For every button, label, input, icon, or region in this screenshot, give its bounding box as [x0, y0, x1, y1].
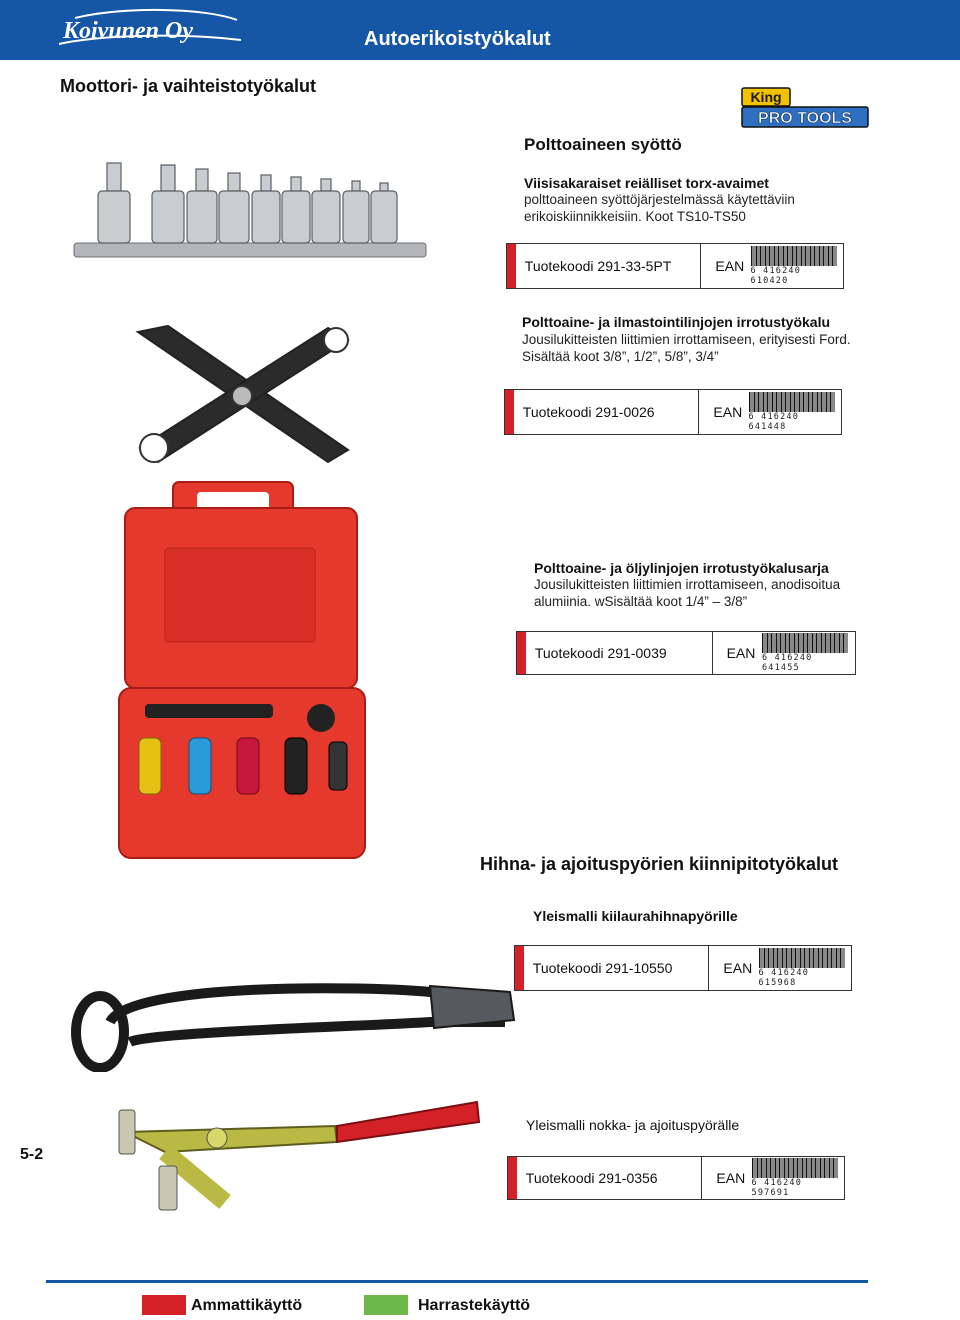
ean-label: EAN — [716, 1170, 746, 1186]
product-code: Tuotekoodi 291-0039 — [526, 632, 713, 674]
disconnect-tool-image — [128, 320, 358, 470]
product-code: Tuotekoodi 291-10550 — [524, 946, 710, 990]
subsection-title: Polttoaineen syöttö — [524, 135, 682, 154]
product-code: Tuotekoodi 291-33-5PT — [516, 244, 702, 288]
tool-case-image — [105, 478, 375, 868]
ean-number: 6 416240 597691 — [751, 1178, 803, 1198]
pro-use-swatch — [142, 1295, 186, 1315]
ean-label: EAN — [726, 645, 756, 661]
product-title: Polttoaine- ja ilmastointilinjojen irrotustyökalu — [522, 314, 831, 330]
pro-use-marker — [505, 390, 514, 434]
ean-label: EAN — [715, 258, 745, 274]
page-number: 5-2 — [20, 1146, 44, 1163]
barcode — [762, 632, 855, 674]
king-pro-tools-logo — [741, 87, 869, 129]
product-description: Jousilukitteisten liittimien irrottamiseen, anodisoitua alumiinia. wSisältää koot 1/4” – 3/8” — [534, 577, 841, 609]
product-description: Jousilukitteisten liittimien irrottamiseen, erityisesti Ford. Sisältää koot 3/8”, 1/2”, 5/8”, 3/4” — [522, 332, 851, 364]
barcode — [759, 946, 851, 990]
pro-use-label: Ammattikäyttö — [191, 1297, 303, 1314]
pro-use-marker — [508, 1157, 517, 1199]
koivunen-logo — [55, 6, 245, 50]
pulley-holder-image — [105, 1082, 485, 1217]
barcode-bars — [762, 633, 848, 653]
product-title: Viisisakaraiset reiälliset torx-avaimet — [524, 175, 769, 191]
product-description: polttoaineen syöttöjärjestelmässä käytettäviin erikoiskiinnikkeisiin. Koot TS10-TS50 — [524, 192, 795, 224]
page-header — [0, 0, 960, 60]
section-title-2: Hihna- ja ajoituspyörien kiinnipitotyökalut — [480, 854, 839, 874]
svg-text:Koivunen Oy: Koivunen Oy — [63, 18, 194, 44]
product-code-box — [516, 631, 856, 675]
product-title: Yleismalli nokka- ja ajoituspyörälle — [526, 1117, 740, 1133]
barcode — [749, 390, 841, 434]
product-code-box — [514, 945, 852, 991]
hobby-use-swatch — [364, 1295, 408, 1315]
product-title: Yleismalli kiilaurahihnapyörille — [533, 908, 738, 924]
product-code-box — [504, 389, 842, 435]
torx-bit-set-image — [70, 155, 430, 265]
header-title: Autoerikoistyökalut — [364, 28, 551, 50]
product-code: Tuotekoodi 291-0356 — [517, 1157, 703, 1199]
barcode — [751, 244, 843, 288]
barcode-bars — [759, 948, 845, 968]
ean-number: 6 416240 615968 — [758, 968, 810, 988]
barcode-bars — [751, 246, 837, 266]
product-code: Tuotekoodi 291-0026 — [514, 390, 700, 434]
barcode-bars — [752, 1158, 838, 1178]
ean-number: 6 416240 641455 — [761, 653, 813, 673]
pro-use-marker — [517, 632, 526, 674]
product-code-box — [507, 1156, 845, 1200]
svg-text:PRO TOOLS: PRO TOOLS — [758, 110, 852, 127]
barcode — [752, 1157, 844, 1199]
ean-number: 6 416240 641448 — [748, 412, 800, 432]
ean-label: EAN — [723, 960, 753, 976]
ean-label: EAN — [713, 404, 743, 420]
ean-number: 6 416240 610420 — [750, 266, 802, 286]
belt-wrench-image — [70, 962, 520, 1072]
footer-rule — [46, 1280, 868, 1283]
pro-use-marker — [507, 244, 516, 288]
product-title: Polttoaine- ja öljylinjojen irrotustyökalusarja — [534, 560, 829, 576]
barcode-bars — [749, 392, 835, 412]
section-title: Moottori- ja vaihteistotyökalut — [60, 76, 317, 96]
product-code-box — [506, 243, 844, 289]
hobby-use-label: Harrastekäyttö — [418, 1297, 531, 1314]
svg-text:King: King — [750, 89, 782, 105]
